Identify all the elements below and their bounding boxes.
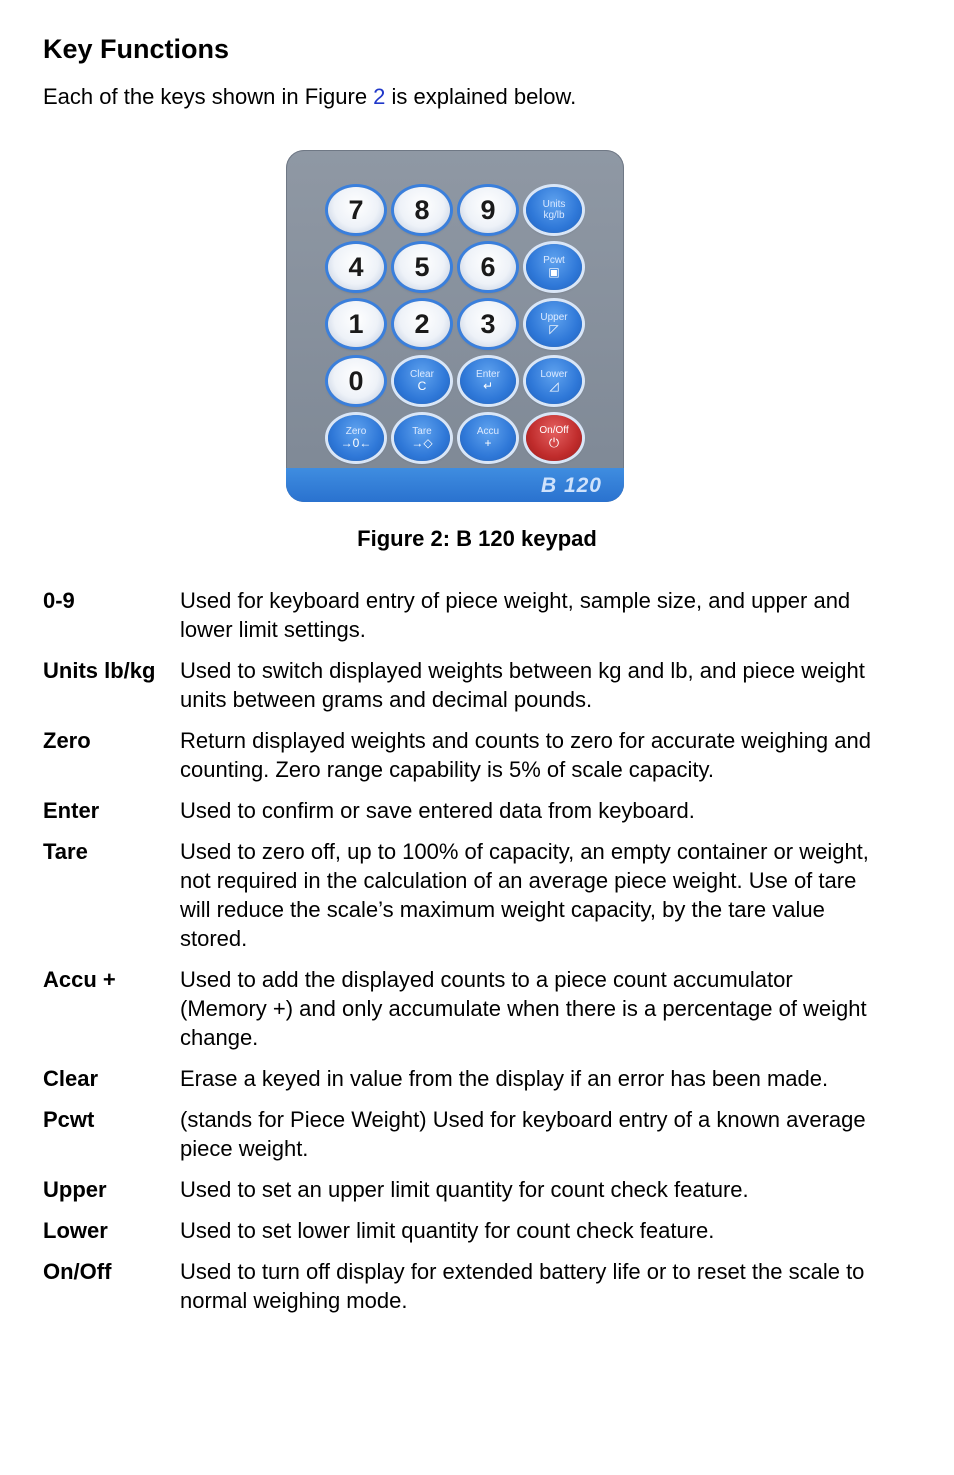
definition-description: Return displayed weights and counts to zero for accurate weighing and counting. Zero range capability is 5% of scale capacity. (180, 728, 871, 782)
key-9 (460, 187, 516, 233)
key-5 (394, 244, 450, 290)
key-3-label: 3 (480, 308, 496, 339)
definition-entry (43, 1175, 873, 1204)
definition-term: Tare (43, 839, 88, 864)
definition-description: Used to zero off, up to 100% of capacity, an empty container or weight, not required in the calculation of an average piece weight. Use of tare will reduce the scale’s maximum weight capacity, by the tare value stored. (180, 839, 869, 951)
key-7-label: 7 (348, 194, 364, 225)
key-pcwt-label: Pcwt (543, 254, 565, 266)
key-clear-label: Clear (410, 368, 434, 380)
definition-entry (43, 1064, 873, 1093)
enter-arrow-icon: ↵ (482, 378, 494, 393)
key-on-off (526, 415, 582, 461)
key-8-label: 8 (414, 194, 430, 225)
plus-icon: + (484, 435, 492, 450)
zero-icon: →0← (340, 435, 372, 450)
intro-paragraph (43, 84, 576, 110)
definition-entry (43, 726, 873, 784)
key-0 (328, 358, 384, 404)
definition-entry (43, 1216, 873, 1245)
key-pcwt (526, 244, 582, 290)
key-1-label: 1 (348, 308, 364, 339)
keypad-model-strip (286, 468, 624, 502)
definition-term: Upper (43, 1177, 107, 1202)
tare-icon: →◇ (411, 435, 433, 450)
power-icon: ⏻ (548, 435, 560, 451)
key-clear-sub: C (417, 378, 427, 393)
definition-entry (43, 796, 873, 825)
definition-entry (43, 965, 873, 1052)
definition-description: (stands for Piece Weight) Used for keyboard entry of a known average piece weight. (180, 1107, 866, 1161)
definition-description: Used to switch displayed weights between kg and lb, and piece weight units between grams and decimal pounds. (180, 658, 865, 712)
definition-description: Used for keyboard entry of piece weight, sample size, and upper and lower limit settings. (180, 588, 851, 642)
key-units-label: Units (542, 199, 566, 210)
definition-term: On/Off (43, 1259, 112, 1284)
definition-description: Used to turn off display for extended battery life or to reset the scale to normal weighing mode. (180, 1259, 865, 1313)
key-accu-label: Accu (476, 425, 500, 437)
key-on-off-label: On/Off (539, 425, 569, 437)
key-definitions-list (43, 586, 873, 1327)
keypad-figure (286, 150, 624, 502)
definition-entry (43, 586, 873, 644)
key-lower (526, 358, 582, 404)
figure-caption: Figure 2: B 120 keypad (357, 526, 597, 551)
key-4-label: 4 (348, 251, 364, 282)
key-1 (328, 301, 384, 347)
definition-term: Zero (43, 728, 91, 753)
key-clear (394, 358, 450, 404)
key-zero (328, 415, 384, 461)
key-5-label: 5 (414, 251, 430, 282)
pcwt-icon: ▣ (548, 264, 560, 279)
definition-term: 0-9 (43, 588, 75, 613)
key-zero-label: Zero (345, 425, 367, 437)
definition-entry (43, 1105, 873, 1163)
key-7 (328, 187, 384, 233)
definition-description: Used to confirm or save entered data from keyboard. (180, 798, 695, 823)
section-heading: Key Functions (43, 34, 230, 64)
key-lower-label: Lower (540, 368, 568, 380)
definition-term: Lower (43, 1218, 108, 1243)
key-tare (394, 415, 450, 461)
definition-description: Used to add the displayed counts to a piece count accumulator (Memory +) and only accumulate when there is a percentage of weight change. (180, 967, 867, 1050)
key-units-sub: kg/lb (543, 210, 565, 221)
definition-description: Used to set lower limit quantity for count check feature. (180, 1218, 715, 1243)
definition-entry (43, 656, 873, 714)
definition-description: Erase a keyed in value from the display if an error has been made. (180, 1066, 829, 1091)
key-0-label: 0 (348, 365, 364, 396)
definition-term: Clear (43, 1066, 99, 1091)
key-enter-label: Enter (476, 368, 500, 380)
intro-text-after: is explained below. (385, 84, 577, 109)
key-2 (394, 301, 450, 347)
key-6 (460, 244, 516, 290)
keypad-model-label: B 120 (540, 474, 602, 497)
key-upper-label: Upper (540, 311, 568, 323)
key-8 (394, 187, 450, 233)
key-9-label: 9 (480, 194, 496, 225)
key-3 (460, 301, 516, 347)
key-enter (460, 358, 516, 404)
upper-limit-icon: ◸ (549, 321, 559, 336)
key-units (526, 187, 582, 233)
key-upper (526, 301, 582, 347)
definition-entry (43, 1257, 873, 1315)
key-accu (460, 415, 516, 461)
definition-term: Units lb/kg (43, 658, 156, 683)
key-tare-label: Tare (412, 425, 432, 437)
figure-reference-link[interactable]: 2 (373, 84, 386, 109)
definition-term: Pcwt (43, 1107, 95, 1132)
definition-entry (43, 837, 873, 953)
key-2-label: 2 (414, 308, 430, 339)
key-4 (328, 244, 384, 290)
definition-term: Enter (43, 798, 100, 823)
definition-term: Accu + (43, 967, 116, 992)
key-6-label: 6 (480, 251, 496, 282)
intro-text-before: Each of the keys shown in Figure (43, 84, 374, 109)
definition-description: Used to set an upper limit quantity for count check feature. (180, 1177, 749, 1202)
lower-limit-icon: ◿ (549, 378, 559, 393)
